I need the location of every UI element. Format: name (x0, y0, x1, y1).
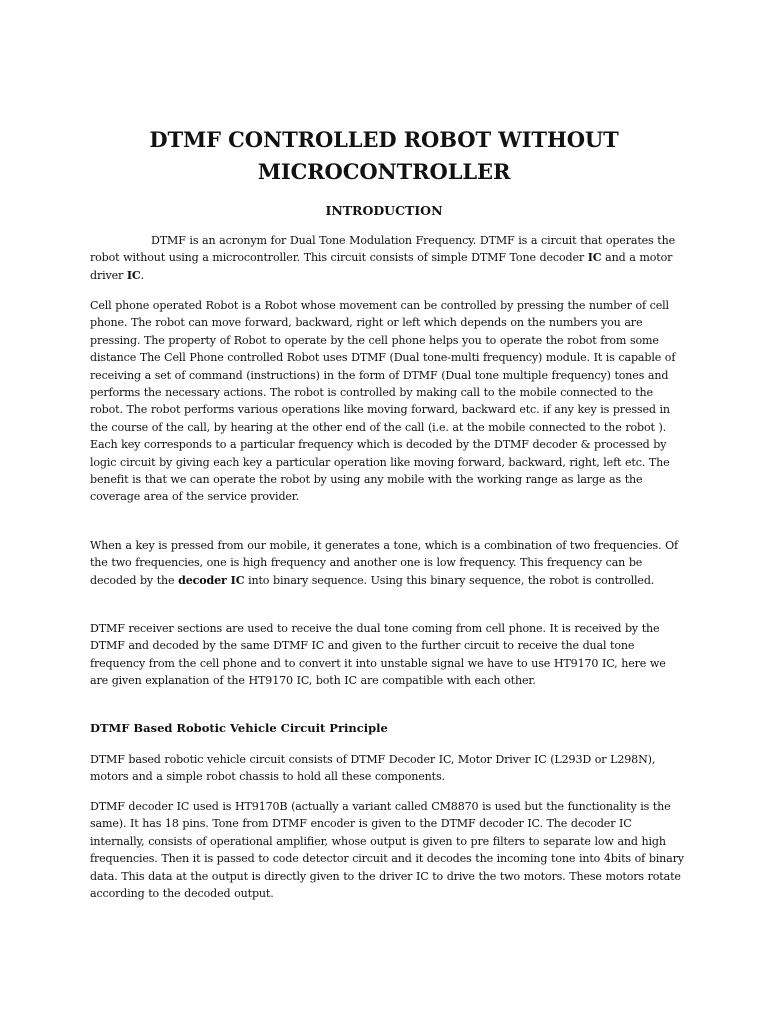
p3-text-a: When a key is pressed from our mobile, it generates a tone, which is a combination of two frequencies. Of the two frequencies, one is high frequency and another one is low frequency. This frequency can be decoded by the (90, 539, 679, 587)
subheading-circuit-principle: DTMF Based Robotic Vehicle Circuit Principle (90, 721, 388, 735)
p1-bold-ic-1: IC (587, 251, 602, 265)
paragraph-intro (90, 232, 686, 284)
p1-text-a: DTMF is an acronym for Dual Tone Modulation Frequency. DTMF is a circuit that operates the robot without using a microcontroller. This circuit consists of simple DTMF Tone decoder (90, 234, 675, 265)
section-heading-introduction: INTRODUCTION (325, 203, 443, 218)
p1-text-c: and a motor driver (90, 251, 673, 282)
p3-text-c: into binary sequence. Using this binary sequence, the robot is controlled. (244, 573, 655, 587)
paragraph-cell-phone-robot: Cell phone operated Robot is a Robot whose movement can be controlled by pressing the number of cell phone. The robot can move forward, backward, right or left which depends on the numbers you are pressing. The property of Robot to operate by the cell phone helps you to operate the robot from some distance The Cell Phone controlled Robot uses DTMF (Dual tone-multi frequency) module. It is capable of receiving a set of command (instructions) in the form of DTMF (Dual tone multiple frequency) tones and performs the necessary actions. The robot is controlled by making call to the mobile connected to the robot. The robot performs various operations like moving forward, backward etc. if any key is pressed in the course of the call, by hearing at the other end of the call (i.e. at the mobile connected to the robot ). Each key corresponds to a particular frequency which is decoded by the DTMF decoder & processed by logic circuit by giving each key a particular operation like moving forward, backward, right, left etc. The benefit is that we can operate the robot by using any mobile with the working range as large as the coverage area of the service provider. (90, 299, 676, 504)
title-line-2: MICROCONTROLLER (257, 159, 511, 184)
p1-text-d: . (140, 268, 144, 282)
paragraph-decoder-ic: DTMF decoder IC used is HT9170B (actually a variant called CM8870 is used but the functionality is the same). It has 18 pins. Tone from DTMF encoder is given to the DTMF decoder IC. The decoder IC internally, consists of operational amplifier, whose output is given to pre filters to separate low and high frequencies. Then it is passed to code detector circuit and it decodes the incoming tone into 4bits of binary data. This data at the output is directly given to the driver IC to drive the two motors. These motors rotate according to the decoded output. (90, 800, 684, 901)
paragraph-dtmf-receiver: DTMF receiver sections are used to receive the dual tone coming from cell phone. It is received by the DTMF and decoded by the same DTMF IC and given to the further circuit to receive the dual tone frequency from the cell phone and to convert it into unstable signal we have to use HT9170 IC, here we are given explanation of the HT9170 IC, both IC are compatible with each other. (90, 622, 666, 688)
paragraph-circuit-components: DTMF based robotic vehicle circuit consists of DTMF Decoder IC, Motor Driver IC (L293D or L298N), motors and a simple robot chassis to hold all these components. (90, 753, 656, 784)
paragraph-key-press (90, 537, 686, 589)
title-line-1: DTMF CONTROLLED ROBOT WITHOUT (149, 127, 619, 152)
p3-bold-decoder-ic: decoder IC (178, 573, 245, 587)
document-title (90, 124, 678, 188)
p1-bold-ic-2: IC (126, 268, 141, 282)
